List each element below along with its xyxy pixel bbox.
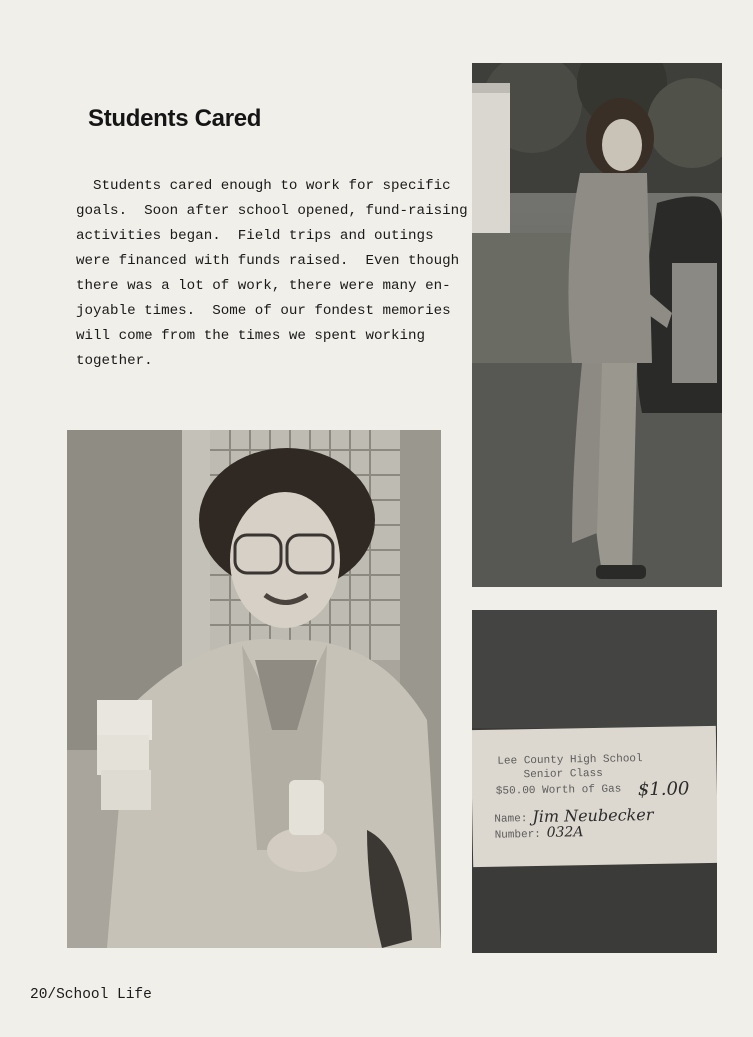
page-title: Students Cared [88, 105, 262, 132]
woman-with-cups-photo [67, 430, 441, 948]
body-line: there was a lot of work, there were many en- [76, 278, 451, 294]
body-line: were financed with funds raised. Even though [76, 253, 460, 269]
body-line: together. [76, 353, 153, 369]
article-body [76, 174, 468, 374]
ticket-number-label: Number: [494, 828, 541, 842]
carwash-photo [472, 63, 722, 587]
body-line: activities began. Field trips and outings [76, 228, 434, 244]
ticket-number-value: 032A [546, 824, 584, 841]
body-line: Students cared enough to work for specific [76, 178, 451, 194]
body-line: will come from the times we spent working [76, 328, 426, 344]
woman-photo-image [67, 430, 441, 948]
body-line: joyable times. Some of our fondest memories [76, 303, 451, 319]
body-line: goals. Soon after school opened, fund-raising [76, 203, 468, 219]
gas-ticket-photo [472, 610, 717, 953]
ticket-class: Senior Class [523, 767, 603, 782]
page-footer: 20/School Life [30, 987, 152, 1003]
ticket-name-value: Jim Neubecker [532, 804, 654, 827]
ticket-school: Lee County High School [497, 753, 643, 768]
carwash-photo-image [472, 63, 722, 587]
gas-ticket [472, 726, 717, 867]
ticket-name-label: Name: [494, 813, 528, 826]
ticket-gas-value: $50.00 Worth of Gas [495, 783, 622, 798]
ticket-price: $1.00 [637, 778, 690, 801]
